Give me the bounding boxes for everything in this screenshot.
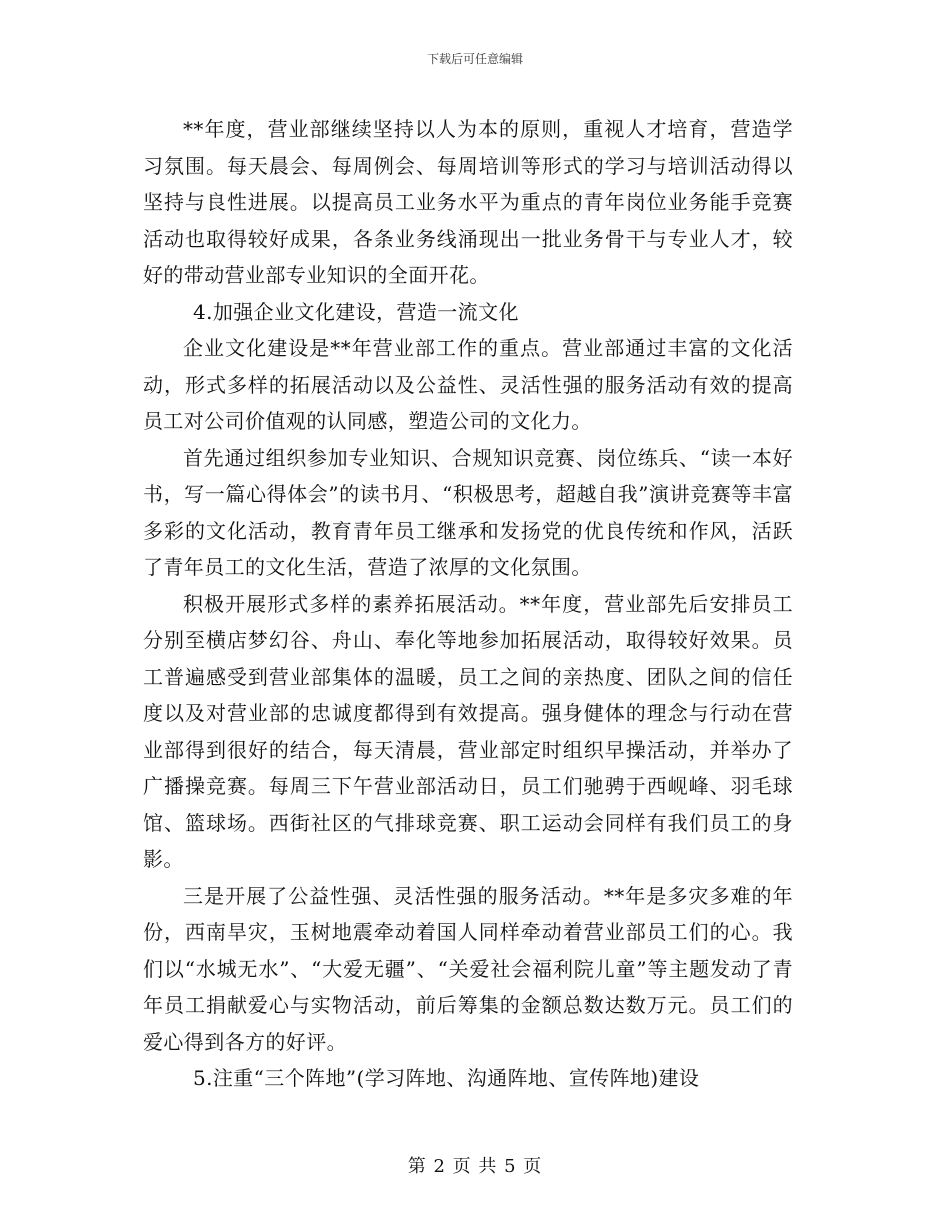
paragraph-outreach-activities: 积极开展形式多样的素养拓展活动。**年度，营业部先后安排员工分别至横店梦幻谷、舟山、奉化等地参加拓展活动，取得较好效果。员工普遍感受到营业部集体的温暖，员工之间的亲热度、团队之间的信任度以及对营业部的忠诚度都得到有效提高。强身健体的理念与行动在营业部得到很好的结合，每天清晨，营业部定时组织早操活动，并举办了广播操竞赛。每周三下午营业部活动日，员工们驰骋于西岘峰、羽毛球馆、篮球场。西街社区的气排球竞赛、职工运动会同样有我们员工的身影。: [143, 591, 793, 871]
paragraph-public-service: 三是开展了公益性强、灵活性强的服务活动。**年是多灾多难的年份，西南旱灾，玉树地震牵动着国人同样牵动着营业部员工们的心。我们以“水城无水”、“大爱无疆”、“关爱社会福利院儿童”等主题发动了青年员工捐献爱心与实物活动，前后筹集的金额总数达数万元。员工们的爱心得到各方的好评。: [143, 883, 793, 1054]
paragraph-culture-activities: 首先通过组织参加专业知识、合规知识竞赛、岗位练兵、“读一本好书，写一篇心得体会”的读书月、“积极思考，超越自我”演讲竞赛等丰富多彩的文化活动，教育青年员工继承和发扬党的优良传统和作风，活跃了青年员工的文化生活，营造了浓厚的文化氛围。: [143, 445, 793, 579]
section-heading-culture: 4.加强企业文化建设，营造一流文化: [193, 299, 519, 324]
page-number: 第 2 页 共 5 页: [407, 1156, 543, 1177]
paragraph-culture-intro: 企业文化建设是**年营业部工作的重点。营业部通过丰富的文化活动，形式多样的拓展活动以及公益性、灵活性强的服务活动有效的提高员工对公司价值观的认同感，塑造公司的文化力。: [143, 336, 793, 433]
document-body: [143, 111, 793, 1097]
page-header: 下载后可任意编辑: [426, 52, 523, 66]
paragraph-talent-training: **年度，营业部继续坚持以人为本的原则，重视人才培育，营造学习氛围。每天晨会、每周例会、每周培训等形式的学习与培训活动得以坚持与良性进展。以提高员工业务水平为重点的青年岗位业务能手竞赛活动也取得较好成果，各条业务线涌现出一批业务骨干与专业人才，较好的带动营业部专业知识的全面开花。: [143, 117, 793, 287]
section-heading-three-fronts: 5.注重“三个阵地”(学习阵地、沟通阵地、宣传阵地)建设: [193, 1066, 700, 1090]
